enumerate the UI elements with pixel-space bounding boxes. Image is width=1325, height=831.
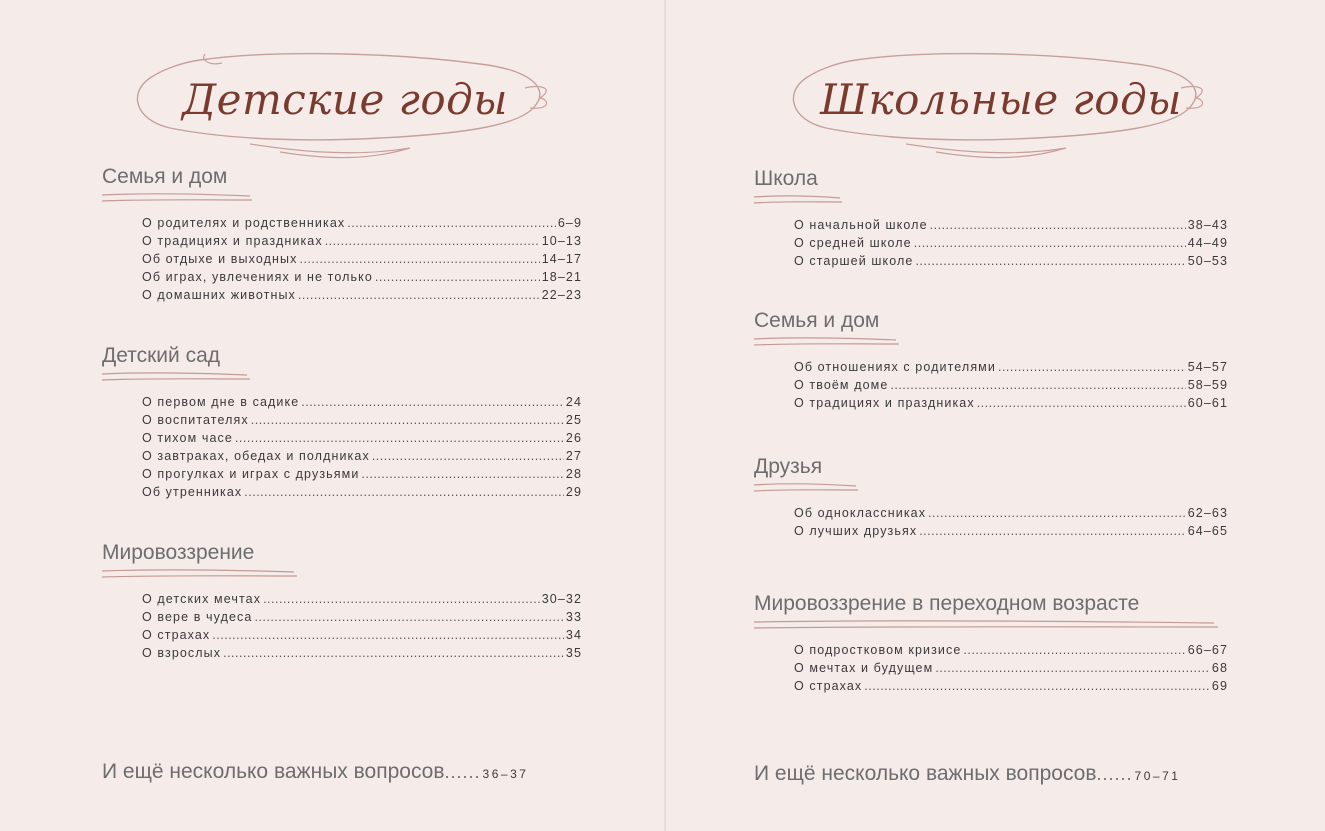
left-section-2 [102, 343, 582, 501]
toc-entry[interactable]: О прогулках и играх с друзьями ..... 28 [142, 465, 582, 483]
toc-entry[interactable]: О родителях и родственниках ..... 6–9 [142, 214, 582, 232]
heading-underline-icon [754, 194, 844, 206]
section-heading: Школа [754, 167, 818, 190]
toc-entry[interactable]: О страхах ..... 34 [142, 626, 582, 644]
left-title: Детские годы [181, 75, 509, 124]
toc-entry[interactable]: О первом дне в садике ..... 24 [142, 393, 582, 411]
toc-entry[interactable]: О тихом часе ..... 26 [142, 429, 582, 447]
heading-underline-icon [754, 619, 1219, 631]
heading-underline-icon [754, 482, 859, 494]
footer-pages: 70–71 [1134, 769, 1181, 783]
toc-entry[interactable]: О вере в чудеса ..... 33 [142, 608, 582, 626]
heading-underline-icon [102, 568, 297, 580]
toc-entry[interactable]: О подростковом кризисе ..... 66–67 [794, 641, 1228, 659]
toc-entry[interactable]: О воспитателях ..... 25 [142, 411, 582, 429]
toc-entry[interactable]: О взрослых ..... 35 [142, 644, 582, 662]
right-page [666, 0, 1325, 831]
toc-entry[interactable]: О мечтах и будущем ..... 68 [794, 659, 1228, 677]
toc-entry[interactable]: О завтраках, обедах и полдниках ..... 27 [142, 447, 582, 465]
left-footer-entry[interactable] [102, 760, 528, 784]
footer-pages: 36–37 [482, 767, 529, 781]
toc-entry[interactable]: О детских мечтах ..... 30–32 [142, 590, 582, 608]
footer-dots: ...... [1096, 764, 1133, 784]
toc-entry[interactable]: Об отношениях с родителями ..... 54–57 [794, 358, 1228, 376]
section-heading: Семья и дом [102, 165, 228, 188]
toc-entry[interactable]: О традициях и праздниках ..... 60–61 [794, 394, 1228, 412]
right-title: Школьные годы [820, 75, 1182, 124]
footer-text: И ещё несколько важных вопросов [102, 760, 445, 783]
right-section-4 [754, 591, 1228, 695]
toc-entry[interactable]: О домашних животных ..... 22–23 [142, 286, 582, 304]
toc-entry[interactable]: О лучших друзьях ..... 64–65 [794, 522, 1228, 540]
toc-entry[interactable]: Об утренниках ..... 29 [142, 483, 582, 501]
footer-dots: ...... [444, 762, 481, 782]
right-section-3 [754, 454, 1228, 540]
footer-text: И ещё несколько важных вопросов [754, 762, 1097, 785]
heading-underline-icon [102, 192, 252, 204]
section-heading: Семья и дом [754, 309, 880, 332]
right-section-1 [754, 166, 1228, 270]
toc-entry[interactable]: Об играх, увлечениях и не только ..... 18–21 [142, 268, 582, 286]
toc-entry[interactable]: О начальной школе ..... 38–43 [794, 216, 1228, 234]
left-section-1 [102, 164, 582, 304]
section-heading: Мировоззрение в переходном возрасте [754, 592, 1140, 615]
right-footer-entry[interactable] [754, 762, 1180, 786]
toc-entry[interactable]: О средней школе ..... 44–49 [794, 234, 1228, 252]
toc-entry[interactable]: Об одноклассниках ..... 62–63 [794, 504, 1228, 522]
toc-entry[interactable]: О страхах ..... 69 [794, 677, 1228, 695]
heading-underline-icon [102, 371, 252, 383]
heading-underline-icon [754, 336, 899, 348]
toc-entry[interactable]: О старшей школе ..... 50–53 [794, 252, 1228, 270]
section-heading: Друзья [754, 455, 823, 478]
left-title-block [130, 48, 560, 163]
right-section-2 [754, 308, 1228, 412]
section-heading: Мировоззрение [102, 541, 255, 564]
left-section-3 [102, 540, 582, 662]
section-heading: Детский сад [102, 344, 221, 367]
toc-entry[interactable]: О традициях и праздниках ..... 10–13 [142, 232, 582, 250]
right-title-block [786, 48, 1216, 163]
toc-entry[interactable]: Об отдыхе и выходных ..... 14–17 [142, 250, 582, 268]
toc-entry[interactable]: О твоём доме ..... 58–59 [794, 376, 1228, 394]
